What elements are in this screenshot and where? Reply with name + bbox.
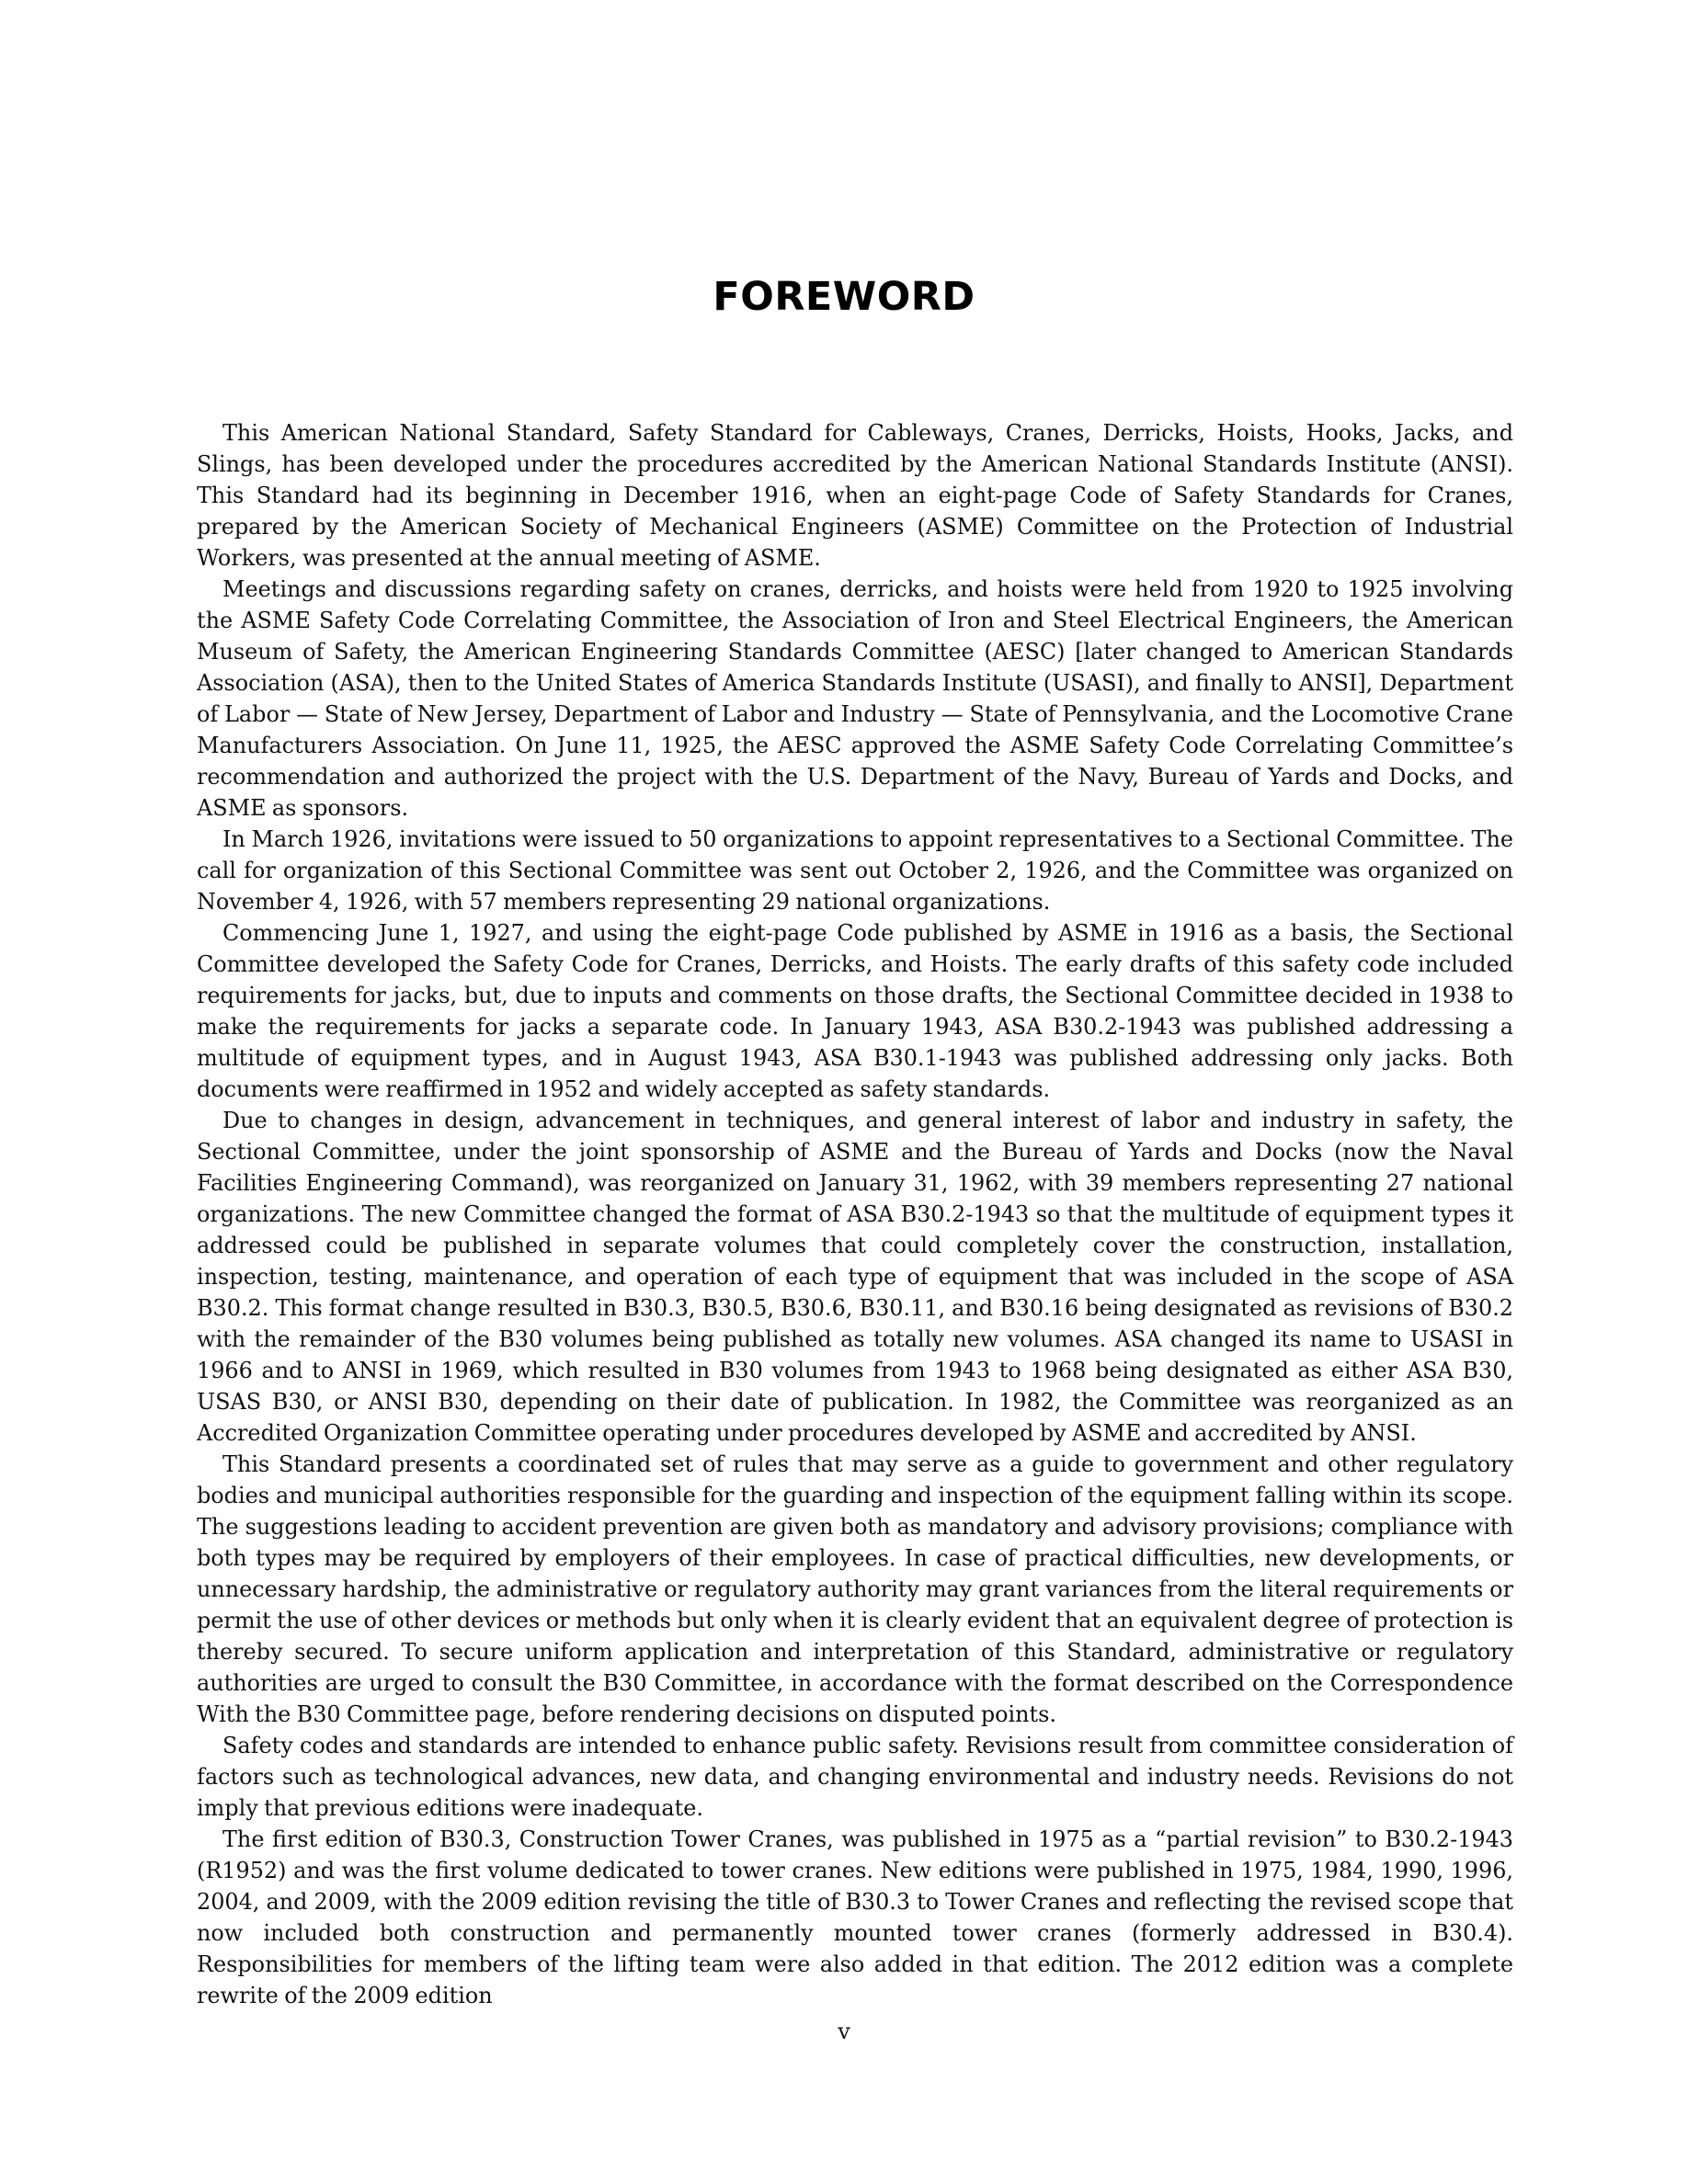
- paragraph-7: Safety codes and standards are intended to enhance public safety. Revisions result from committee consideration of factors such as technological advances, new data, and changing environmental and industry needs. Revisions do not imply that previous editions were inadequate.: [197, 1733, 1513, 1821]
- paragraph-8: The first edition of B30.3, Construction Tower Cranes, was published in 1975 as a “partial revision” to B30.2-1943 (R1952) and was the first volume dedicated to tower cranes. New editions were published in 1975, 1984, 1990, 1996, 2004, and 2009, with the 2009 edition revising the title of B30.3 to Tower Cranes and reflecting the revised scope that now included both construction and permanently mounted tower cranes (formerly addressed in B30.4). Responsibilities for members of the lifting team were also added in that edition. The 2012 edition was a complete rewrite of the 2009 edition: [197, 1826, 1513, 2008]
- paragraph-6: This Standard presents a coordinated set of rules that may serve as a guide to government and other regulatory bodies and municipal authorities responsible for the guarding and inspection of the equipment falling within its scope. The suggestions leading to accident prevention are given both as mandatory and advisory provisions; compliance with both types may be required by employers of their employees. In case of practical difficulties, new developments, or unnecessary hardship, the administrative or regulatory authority may grant variances from the literal requirements or permit the use of other devices or methods but only when it is clearly evident that an equivalent degree of protection is thereby secured. To secure uniform application and interpretation of this Standard, administrative or regulatory authorities are urged to consult the B30 Committee, in accordance with the format described on the Correspondence With the B30 Committee page, before rendering decisions on disputed points.: [197, 1451, 1513, 1727]
- paragraph-1: This American National Standard, Safety Standard for Cableways, Cranes, Derricks, Hoists, Hooks, Jacks, and Slings, has been developed under the procedures accredited by the American National Standards Institute (ANSI). This Standard had its beginning in December 1916, when an eight-page Code of Safety Standards for Cranes, prepared by the American Society of Mechanical Engineers (ASME) Committee on the Protection of Industrial Workers, was presented at the annual meeting of ASME.: [197, 420, 1513, 571]
- page-number: v: [838, 2019, 850, 2044]
- paragraph-5: Due to changes in design, advancement in techniques, and general interest of labor and industry in safety, the Sectional Committee, under the joint sponsorship of ASME and the Bureau of Yards and Docks (now the Naval Facilities Engineering Command), was reorganized on January 31, 1962, with 39 members representing 27 national organizations. The new Committee changed the format of ASA B30.2-1943 so that the multitude of equipment types it addressed could be published in separate volumes that could completely cover the construction, installation, inspection, testing, maintenance, and operation of each type of equipment that was included in the scope of ASA B30.2. This format change resulted in B30.3, B30.5, B30.6, B30.11, and B30.16 being designated as revisions of B30.2 with the remainder of the B30 volumes being published as totally new volumes. ASA changed its name to USASI in 1966 and to ANSI in 1969, which resulted in B30 volumes from 1943 to 1968 being designated as either ASA B30, USAS B30, or ANSI B30, depending on their date of publication. In 1982, the Committee was reorganized as an Accredited Organization Committee operating under procedures developed by ASME and accredited by ANSI.: [197, 1108, 1513, 1446]
- foreword-body: [197, 417, 1513, 2011]
- paragraph-4: Commencing June 1, 1927, and using the eight-page Code published by ASME in 1916 as a basis, the Sectional Committee developed the Safety Code for Cranes, Derricks, and Hoists. The early drafts of this safety code included requirements for jacks, but, due to inputs and comments on those drafts, the Sectional Committee decided in 1938 to make the requirements for jacks a separate code. In January 1943, ASA B30.2-1943 was published addressing a multitude of equipment types, and in August 1943, ASA B30.1-1943 was published addressing only jacks. Both documents were reaffirmed in 1952 and widely accepted as safety standards.: [197, 920, 1513, 1102]
- page-title: FOREWORD: [713, 274, 975, 320]
- paragraph-3: In March 1926, invitations were issued to 50 organizations to appoint representatives to a Sectional Committee. The call for organization of this Sectional Committee was sent out October 2, 1926, and the Committee was organized on November 4, 1926, with 57 members representing 29 national organizations.: [197, 826, 1513, 915]
- paragraph-2: Meetings and discussions regarding safety on cranes, derricks, and hoists were held from 1920 to 1925 involving the ASME Safety Code Correlating Committee, the Association of Iron and Steel Electrical Engineers, the American Museum of Safety, the American Engineering Standards Committee (AESC) [later changed to American Standards Association (ASA), then to the United States of America Standards Institute (USASI), and finally to ANSI], Department of Labor — State of New Jersey, Department of Labor and Industry — State of Pennsylvania, and the Locomotive Crane Manufacturers Association. On June 11, 1925, the AESC approved the ASME Safety Code Correlating Committee’s recommendation and authorized the project with the U.S. Department of the Navy, Bureau of Yards and Docks, and ASME as sponsors.: [197, 576, 1513, 821]
